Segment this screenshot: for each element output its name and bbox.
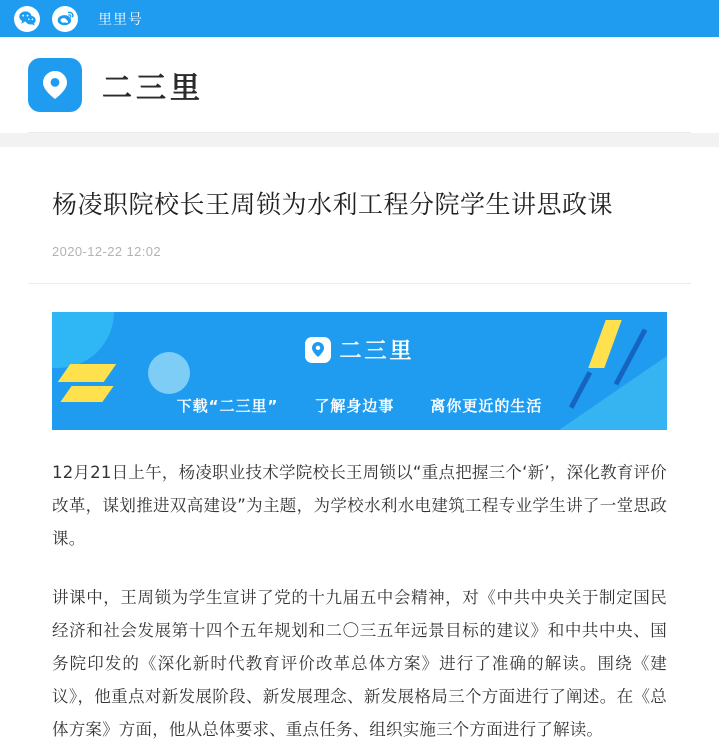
article-paragraph: 讲课中，王周锁为学生宣讲了党的十九届五中会精神，对《中共中央关于制定国民经济和社会发展第十四个五年规划和二〇三五年远景目标的建议》和中共中央、国务院印发的《深化新时代教育评价改革总体方案》进行了准确的解读。围绕《建议》，他重点对新发展阶段、新发展理念、新发展格局三个方面进行了阐述。在《总体方案》方面，他从总体要求、重点任务、组织实施三个方面进行了解读。 — [52, 588, 667, 739]
page-container — [0, 37, 719, 746]
location-pin-icon — [304, 337, 330, 363]
topbar-brand-label[interactable]: 里里号 — [98, 10, 143, 27]
promo-banner[interactable] — [52, 312, 667, 430]
page-title: 杨凌职院校长王周锁为水利工程分院学生讲思政课 — [52, 190, 614, 219]
header-gray-band — [0, 133, 719, 147]
top-app-bar — [0, 0, 719, 37]
wechat-icon[interactable] — [14, 6, 40, 32]
article-body — [0, 456, 719, 746]
banner-slogans — [52, 395, 667, 416]
banner-slogan-1: 下载“二三里” — [176, 397, 279, 415]
banner-slogan-2: 了解身边事 — [314, 397, 395, 415]
banner-shape-circle — [148, 352, 190, 394]
banner-slogan-3: 离你更近的生活 — [430, 397, 543, 415]
article-timestamp: 2020-12-22 12:02 — [52, 244, 162, 259]
promo-banner-wrapper — [0, 284, 719, 430]
banner-shape-quarter-circle — [52, 312, 114, 368]
site-title: 二三里 — [102, 70, 204, 106]
article-header — [0, 147, 719, 283]
article-paragraph: 12月21日上午，杨凌职业技术学院校长王周锁以“重点把握三个‘新’，深化教育评价改革，谋划推进双高建设”为主题，为学校水利水电建筑工程专业学生讲了一堂思政课。 — [52, 463, 667, 548]
weibo-icon[interactable] — [52, 6, 78, 32]
banner-logo-text: 二三里 — [339, 339, 415, 364]
location-pin-icon[interactable] — [28, 58, 82, 112]
banner-logo — [304, 334, 414, 365]
site-header — [0, 37, 719, 132]
